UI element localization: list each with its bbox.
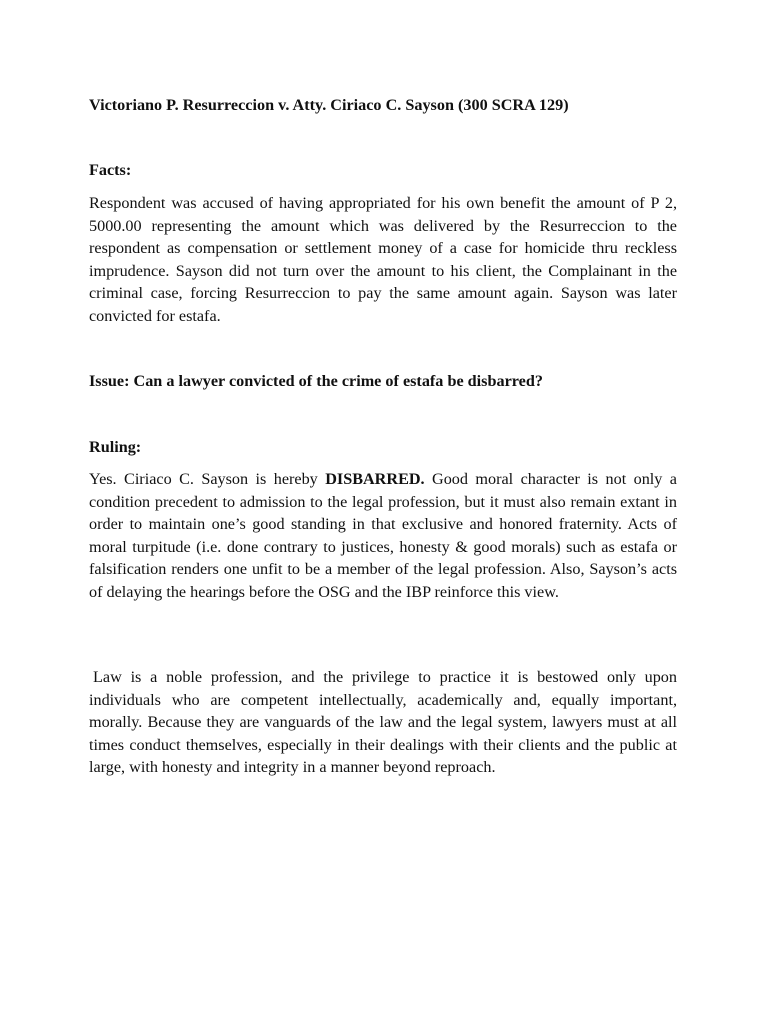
facts-heading: Facts: bbox=[89, 161, 132, 179]
ruling-heading: Ruling: bbox=[89, 438, 142, 456]
facts-paragraph: Respondent was accused of having appropriated for his own benefit the amount of P 2, 5000.00 representing the amount which was delivered by the Resurreccion to the respondent as compensation or settlement money of a case for homicide thru reckless imprudence. Sayson did not turn over the amount to his client, the Complainant in the criminal case, forcing Resurreccion to pay the same amount again. Sayson was later convicted for estafa. bbox=[89, 194, 677, 325]
case-title: Victoriano P. Resurreccion v. Atty. Ciriaco C. Sayson (300 SCRA 129) bbox=[89, 96, 569, 114]
ruling-disbarred-emphasis: DISBARRED. bbox=[325, 470, 425, 488]
ruling-lead-text: Yes. Ciriaco C. Sayson is hereby bbox=[89, 470, 326, 488]
ruling-paragraph bbox=[89, 468, 677, 604]
issue-statement: Issue: Can a lawyer convicted of the crime of estafa be disbarred? bbox=[89, 372, 543, 390]
closing-paragraph: Law is a noble profession, and the privilege to practice it is bestowed only upon individuals who are competent intellectually, academically and, equally important, morally. Because they are vanguards of the law and the legal system, lawyers must at all times conduct themselves, especially in their dealings with their clients and the public at large, with honesty and integrity in a manner beyond reproach. bbox=[89, 668, 677, 777]
ruling-body-text: Good moral character is not only a condition precedent to admission to the legal profession, but it must also remain extant in order to maintain one’s good standing in that exclusive and honored fraternity. Acts of moral turpitude (i.e. done contrary to justices, honesty & good morals) such as estafa or falsification renders one unfit to be a member of the legal profession. Also, Sayson’s acts of delaying the hearings before the OSG and the IBP reinforce this view. bbox=[89, 470, 677, 601]
